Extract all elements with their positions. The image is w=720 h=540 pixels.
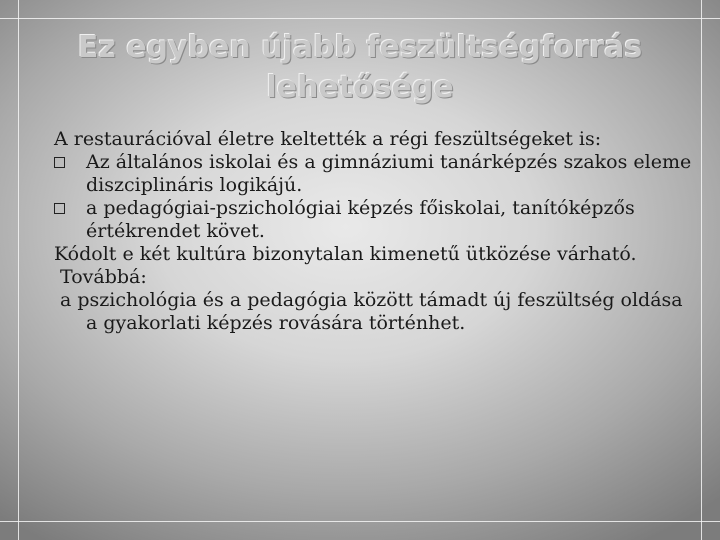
conclusion-paragraph: Kódolt e két kultúra bizonytalan kimenetű ütközése várható. <box>54 243 637 265</box>
frame-line-right <box>701 0 702 540</box>
bullet-text: Az általános iskolai és a gimnáziumi tanárképzés szakos eleme diszciplináris logikájú. <box>86 151 692 196</box>
slide-body <box>54 128 694 335</box>
final-paragraph: a pszichológia és a pedagógia között támadt új feszültség oldása a gyakorlati képzés rovására történhet. <box>60 289 683 334</box>
bullet-item <box>54 197 694 243</box>
frame-line-top <box>0 18 720 19</box>
hollow-square-bullet-icon <box>54 203 65 214</box>
hollow-square-bullet-icon <box>54 157 65 168</box>
bullet-text: a pedagógiai-pszichológiai képzés főiskolai, tanítóképzős értékrendet követ. <box>86 197 635 242</box>
frame-line-left <box>18 0 19 540</box>
intro-paragraph: A restaurációval életre keltették a régi feszültségeket is: <box>54 128 602 150</box>
bullet-item <box>54 151 694 197</box>
slide-title: Ez egyben újabb feszültségforrás lehetősége <box>77 30 643 105</box>
furthermore-label: Továbbá: <box>60 266 147 288</box>
frame-line-bottom <box>0 521 720 522</box>
